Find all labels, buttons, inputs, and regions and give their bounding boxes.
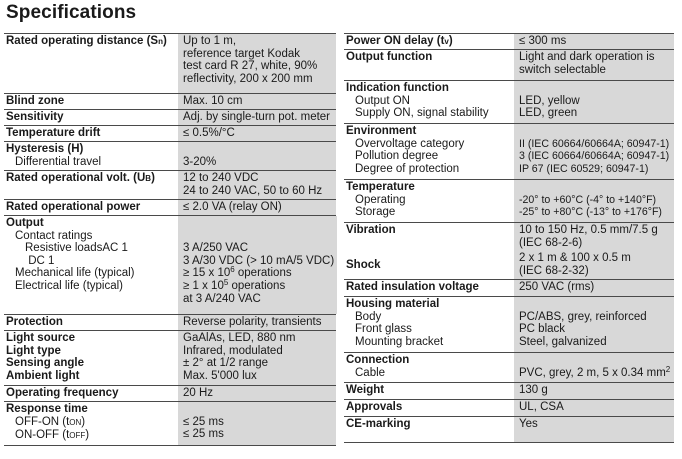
spec-row-rated-distance: [4, 33, 336, 93]
resistive-loads-label: Resistive loads: [25, 242, 103, 255]
spec-row-output-function: [344, 49, 674, 80]
op-freq-value: 20 Hz: [178, 386, 336, 401]
spec-row-hysteresis: [4, 141, 336, 170]
op-freq-label: Operating frequency: [6, 387, 119, 399]
spec-row-ce: [344, 416, 674, 443]
response-time-value: ≤ 25 ms ≤ 25 ms: [178, 402, 336, 445]
environment-label: Environment: [346, 125, 417, 137]
rated-volt-value: 12 to 240 VDC 24 to 240 VAC, 50 to 60 Hz: [178, 171, 336, 199]
spec-row-shock: [344, 251, 674, 279]
power-on-label: Power ON delay (tv): [346, 35, 453, 47]
rated-power-label: Rated operational power: [6, 201, 141, 213]
storage-label: Storage: [355, 206, 396, 219]
vibration-value: 10 to 150 Hz, 0.5 mm/7.5 g (IEC 68-2-6): [514, 223, 674, 251]
spec-row-power-on: [344, 33, 674, 49]
spec-row-sensitivity: [4, 109, 336, 125]
output-on-value: LED, yellow: [519, 94, 580, 107]
cable-label: Cable: [355, 366, 386, 379]
output-function-value: Light and dark operation is switch selectable: [514, 50, 674, 80]
mounting-bracket-label: Mounting bracket: [355, 335, 444, 348]
overvoltage-label: Overvoltage category: [355, 137, 465, 150]
light-source-value: GaAlAs, LED, 880 nm: [183, 332, 296, 344]
protection-value: Reverse polarity, transients: [178, 315, 336, 330]
dc1-label: DC 1: [28, 254, 55, 267]
power-on-value: ≤ 300 ms: [514, 34, 674, 49]
pollution-value: 3 (IEC 60664/60664A; 60947-1): [519, 150, 670, 163]
sensitivity-label: Sensitivity: [6, 111, 64, 123]
hysteresis-label: Hysteresis (H): [6, 143, 84, 155]
body-label: Body: [355, 310, 382, 323]
operating-value: -20° to +60°C (-4° to +140°F): [519, 193, 657, 206]
off-on-label: OFF-ON (tON): [15, 415, 86, 428]
spec-row-housing: [344, 296, 674, 352]
pollution-label: Pollution degree: [355, 150, 439, 163]
sensitivity-value: Adj. by single-turn pot. meter: [178, 110, 336, 125]
mounting-bracket-value: Steel, galvanized: [519, 335, 607, 348]
connection-label: Connection: [346, 354, 410, 366]
rated-distance-label: Rated operating distance (Sn): [6, 35, 167, 47]
specs-left-column: [4, 33, 336, 446]
spec-row-weight: [344, 382, 674, 399]
rated-volt-label: Rated operational volt. (UB): [6, 172, 155, 184]
degree-protection-value: IP 67 (IEC 60529; 60947-1): [519, 162, 649, 175]
spec-row-response: [4, 401, 336, 446]
spec-row-light: [4, 330, 336, 385]
indication-label: Indication function: [346, 82, 449, 94]
spec-row-rated-power: [4, 199, 336, 215]
weight-label: Weight: [346, 384, 385, 396]
spec-row-environment: [344, 123, 674, 179]
supply-on-value: LED, green: [519, 107, 578, 120]
light-type-value: Infrared, modulated: [183, 344, 283, 357]
spec-row-approvals: [344, 399, 674, 416]
front-glass-value: PC black: [519, 323, 566, 336]
sensing-angle-value: ± 2° at 1/2 range: [183, 357, 269, 370]
temp-drift-label: Temperature drift: [6, 127, 101, 139]
operating-label: Operating: [355, 193, 406, 206]
spec-row-indication: [344, 80, 674, 123]
cable-value: PVC, grey, 2 m, 5 x 0.34 $mm^2$: [519, 364, 671, 379]
ambient-light-label: Ambient light: [6, 369, 80, 382]
response-time-label: Response time: [6, 403, 88, 415]
protection-label: Protection: [6, 316, 63, 328]
degree-protection-label: Degree of protection: [355, 162, 460, 175]
ac1-label: AC 1: [102, 242, 128, 255]
supply-on-label: Supply ON, signal stability: [355, 107, 489, 120]
weight-value: 130 g: [514, 383, 674, 399]
spec-row-rated-volt: [4, 170, 336, 199]
mechanical-life-label: Mechanical life (typical): [15, 267, 135, 280]
hysteresis-value: 3-20%: [183, 155, 217, 168]
storage-value: -25° to +80°C (-13° to +176°F): [519, 206, 662, 219]
output-function-label: Output function: [346, 51, 433, 63]
blind-zone-value: Max. 10 cm: [178, 94, 336, 109]
housing-label: Housing material: [346, 298, 440, 310]
spec-row-temp-drift: [4, 125, 336, 141]
temp-drift-value: ≤ 0.5%/°C: [178, 126, 336, 141]
ce-marking-value: Yes: [514, 417, 674, 442]
spec-row-op-freq: [4, 385, 336, 401]
on-off-label: ON-OFF (tOFF): [15, 429, 90, 442]
spec-row-temperature: [344, 179, 674, 222]
spec-row-vibration: [344, 222, 674, 251]
light-source-label: Light source: [6, 332, 76, 344]
differential-travel-label: Differential travel: [15, 155, 102, 168]
output-value: 3 A/250 VAC 3 A/30 VDC (> 10 mA/5 VDC) ≥ 15 x $10^6$ operations ≥ 1 x $10^5$ operations at 3 A/240 VAC: [178, 216, 337, 314]
shock-label: Shock: [346, 258, 381, 271]
body-value: PC/ABS, grey, reinforced: [519, 310, 647, 323]
rated-distance-value: Up to 1 m, reference target Kodak test card R 27, white, 90% reflectivity, 200 x 200 mm: [178, 34, 336, 93]
spec-row-insulation: [344, 279, 674, 296]
electrical-life-label: Electrical life (typical): [15, 279, 123, 292]
front-glass-label: Front glass: [355, 323, 412, 336]
vibration-label: Vibration: [346, 224, 396, 236]
blind-zone-label: Blind zone: [6, 95, 65, 107]
light-type-label: Light type: [6, 344, 61, 357]
approvals-value: UL, CSA: [514, 400, 674, 416]
rated-power-value: ≤ 2.0 VA (relay ON): [178, 200, 336, 215]
temperature-label: Temperature: [346, 181, 415, 193]
shock-value: 2 x 1 m & 100 x 0.5 m (IEC 68-2-32): [514, 251, 674, 279]
contact-ratings-label: Contact ratings: [15, 229, 93, 242]
insulation-value: 250 VAC (rms): [514, 280, 674, 296]
overvoltage-value: II (IEC 60664/60664A; 60947-1): [519, 137, 670, 150]
spec-row-protection: [4, 314, 336, 330]
approvals-label: Approvals: [346, 401, 403, 413]
ambient-light-value: Max. 5'000 lux: [183, 369, 257, 382]
insulation-label: Rated insulation voltage: [346, 281, 479, 293]
page-title: Specifications: [6, 2, 137, 23]
output-label: Output: [6, 217, 44, 229]
output-on-label: Output ON: [355, 94, 410, 107]
ce-marking-label: CE-marking: [346, 418, 411, 430]
spec-row-blind-zone: [4, 93, 336, 109]
spec-row-output: [4, 215, 336, 314]
spec-row-connection: [344, 352, 674, 382]
specs-right-column: [344, 33, 674, 443]
sensing-angle-label: Sensing angle: [6, 357, 84, 370]
